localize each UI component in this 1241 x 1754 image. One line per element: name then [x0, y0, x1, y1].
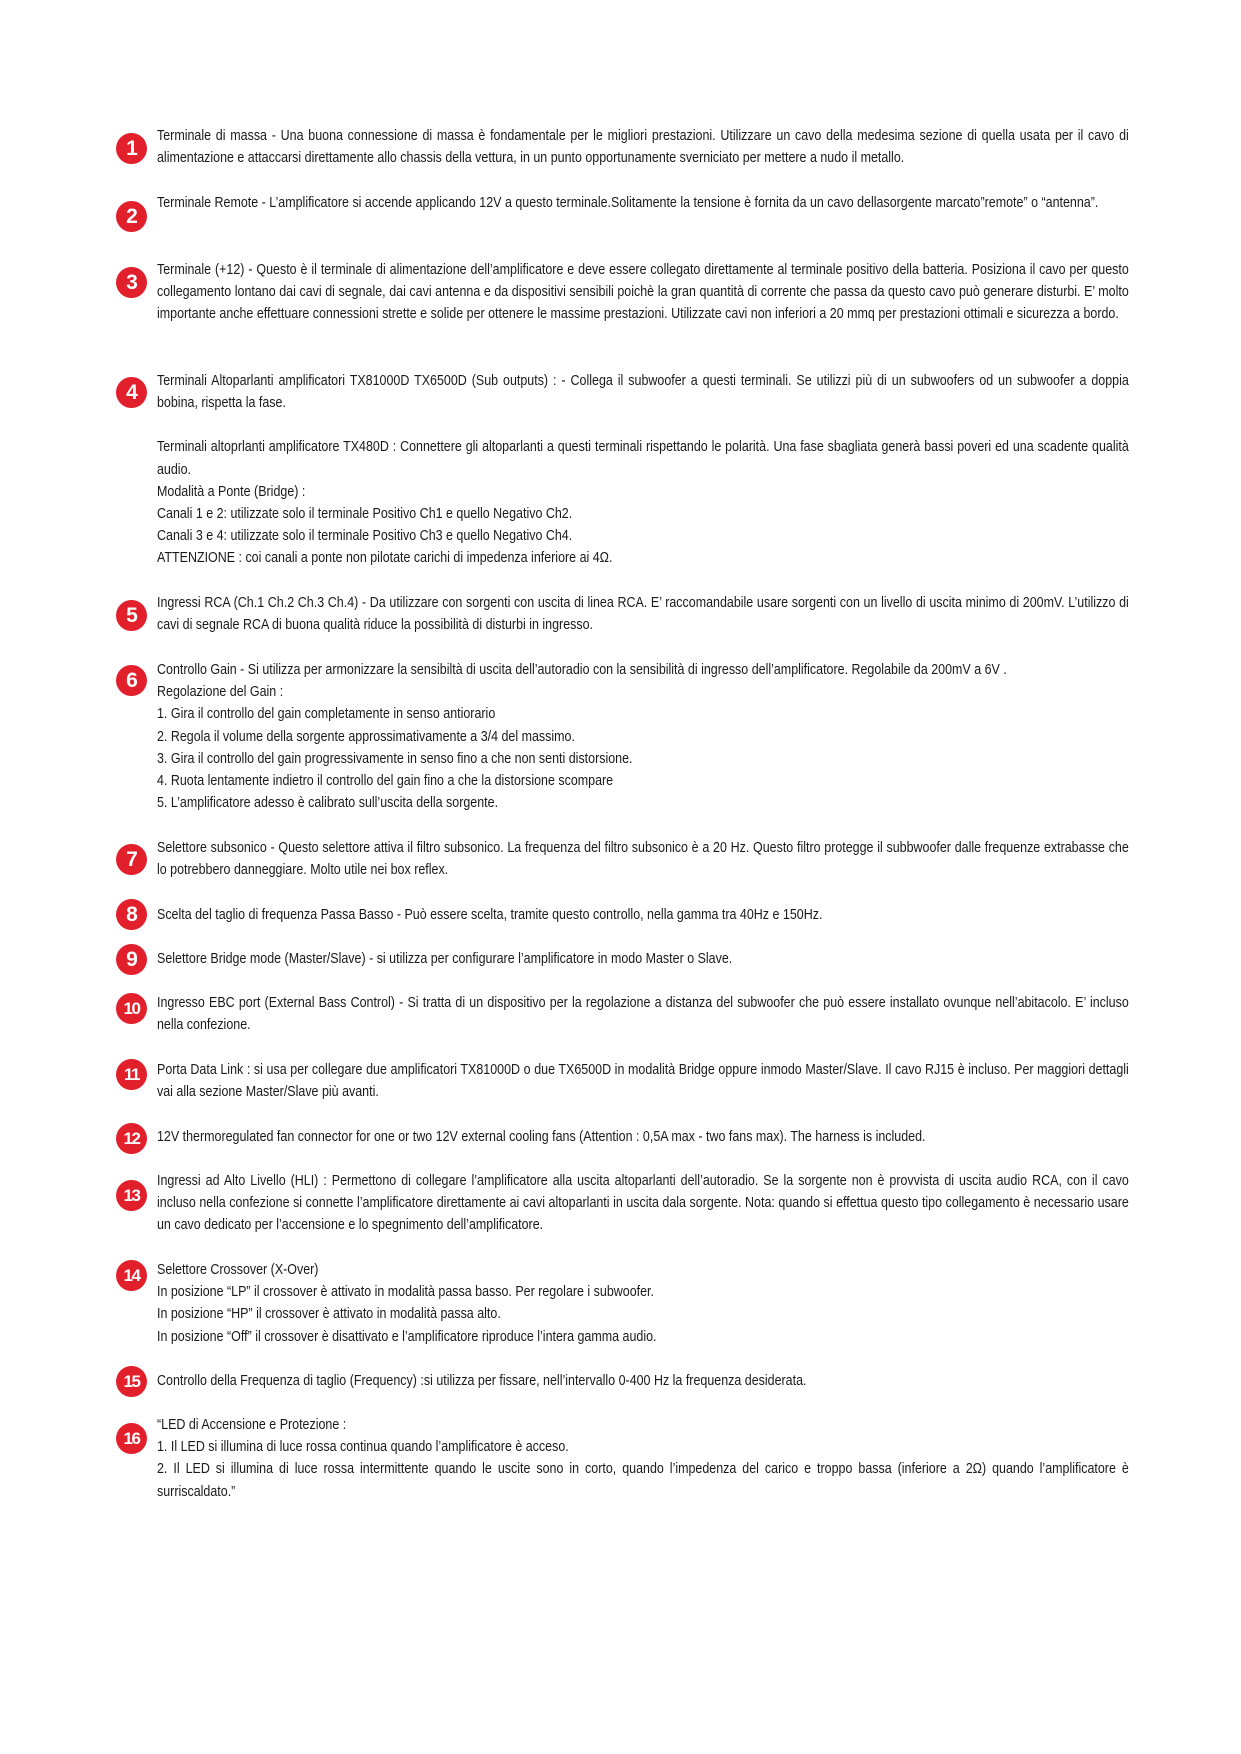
paragraph: Terminali Altoparlanti amplificatori TX81000D TX6500D (Sub outputs) : - Collega il subwoofer a questi terminali. Se utilizzi più di un subwoofers od un subwoofer a doppia bobina, rispetta la fase. [157, 373, 1129, 412]
number-badge: 14 [116, 1260, 147, 1291]
paragraph: Ingressi RCA (Ch.1 Ch.2 Ch.3 Ch.4) - Da utilizzare con sorgenti con uscita di linea RCA. E’ raccomandabile usare sorgenti con un livello di uscita minimo di 200mV. L’utilizzo di cavi di segnale RCA di buona qualità riduce la possibilità di disturbi in ingresso. [157, 595, 1129, 634]
paragraph: Ingressi ad Alto Livello (HLI) : Permettono di collegare l’amplificatore alla uscita altoparlanti dell’autoradio. Se la sorgente non è provvista di uscita audio RCA, con il cavo incluso nella confezione si connette l’amplificatore direttamente ai cavi altoparlanti in uscita dala sorgente. Nota: quando si effettua questo tipo collegamento è necessario usare un cavo dedicato per l’accensione e lo spegnimento dell’amplificatore. [157, 1173, 1129, 1234]
paragraph: Porta Data Link : si usa per collegare due amplificatori TX81000D o due TX6500D in modalità Bridge oppure inmodo Master/Slave. Il cavo RJ15 è incluso. Per maggiori dettagli vai alla sezione Master/Slave più avanti. [157, 1062, 1129, 1101]
paragraph: Terminali altoprlanti amplificatore TX480D : Connettere gli altoparlanti a questi terminali rispettando le polarità. Una fase sbagliata generà bassi poveri ed una scadente qualità audio. [157, 439, 1129, 478]
number-badge: 11 [116, 1059, 147, 1090]
number-badge: 1 [116, 133, 147, 164]
number-badge: 3 [116, 267, 147, 298]
number-badge: 6 [116, 665, 147, 696]
item-text [157, 1259, 1129, 1348]
number-badge: 13 [116, 1180, 147, 1211]
item-text [157, 1170, 1129, 1237]
item-text [157, 1414, 1129, 1503]
line: 1. Il LED si illumina di luce rossa continua quando l’amplificatore è acceso. [157, 1439, 569, 1456]
number-badge: 7 [116, 844, 147, 875]
number-badge: 16 [116, 1423, 147, 1454]
number-badge: 5 [116, 600, 147, 631]
item-text [157, 948, 1129, 970]
number-badge: 2 [116, 201, 147, 232]
line: In posizione “HP” il crossover è attivato in modalità passa alto. [157, 1306, 501, 1323]
paragraph: Controllo della Frequenza di taglio (Frequency) :si utilizza per fissare, nell’intervallo 0-400 Hz la frequenza desiderata. [157, 1373, 807, 1389]
number-badge: 8 [116, 899, 147, 930]
line: 5. L’amplificatore adesso è calibrato sull’uscita della sorgente. [157, 795, 499, 812]
line: 2. Regola il volume della sorgente approssimativamente a 3/4 del massimo. [157, 728, 575, 745]
item-text [157, 992, 1129, 1036]
line: Regolazione del Gain : [157, 684, 284, 701]
item-text [157, 370, 1129, 570]
item-text [157, 259, 1129, 326]
paragraph: Terminale (+12) - Questo è il terminale di alimentazione dell’amplificatore e deve essere collegato direttamente al terminale positivo della batteria. Posiziona il cavo per questo collegamento lontano dai cavi di segnale, dai cavi antenna e da dispositivi sensibili poichè la gran quantità di corrente che passa da questo cavo può generare disturbi. E’ molto importante anche effettuare connessioni strette e solide per ottenere le massime prestazioni. Utilizzate cavi non inferiori a 20 mmq per prestazioni ottimali e sicurezza a bordo. [157, 262, 1129, 323]
paragraph: 2. Il LED si illumina di luce rossa intermittente quando le uscite sono in corto, quando l’impedenza del carico e troppo bassa (inferiore a 2Ω) quando l’amplificatore è surriscaldato.” [157, 1461, 1129, 1500]
line: In posizione “Off” il crossover è disattivato e l’amplificatore riproduce l’intera gamma audio. [157, 1328, 657, 1345]
line: Canali 3 e 4: utilizzate solo il terminale Positivo Ch3 e quello Negativo Ch4. [157, 528, 573, 545]
item-text [157, 192, 1129, 214]
paragraph: Terminale di massa - Una buona connessione di massa è fondamentale per le migliori prestazioni. Utilizzare un cavo della medesima sezione di quella usata per il cavo di alimentazione e attaccarsi direttamente allo chassis della vettura, in un punto opportunamente sverniciato per mettere a nudo il metallo. [157, 128, 1129, 167]
number-badge: 15 [116, 1366, 147, 1397]
line: In posizione “LP” il crossover è attivato in modalità passa basso. Per regolare i subwoofer. [157, 1284, 654, 1301]
line: Canali 1 e 2: utilizzate solo il terminale Positivo Ch1 e quello Negativo Ch2. [157, 506, 573, 523]
paragraph: Selettore subsonico - Questo selettore attiva il filtro subsonico. La frequenza del filtro subsonico è a 20 Hz. Questo filtro protegge il subbwoofer dalle frequenze extrabasse che lo potrebbero danneggiare. Molto utile nei box reflex. [157, 840, 1129, 879]
paragraph: Ingresso EBC port (External Bass Control) - Si tratta di un dispositivo per la regolazione a distanza del subwoofer che può essere installato ovunque nell’abitacolo. E’ incluso nella confezione. [157, 995, 1129, 1034]
item-text [157, 1126, 1129, 1148]
paragraph: Selettore Bridge mode (Master/Slave) - si utilizza per configurare l’amplificatore in modo Master o Slave. [157, 951, 733, 967]
number-badge: 9 [116, 944, 147, 975]
line: 1. Gira il controllo del gain completamente in senso antiorario [157, 706, 496, 723]
line: ATTENZIONE : coi canali a ponte non pilotate carichi di impedenza inferiore ai 4Ω. [157, 550, 613, 567]
paragraph: 12V thermoregulated fan connector for one or two 12V external cooling fans (Attention : 0,5A max - two fans max). The harness is included. [157, 1129, 926, 1145]
line: “LED di Accensione e Protezione : [157, 1417, 347, 1433]
line: 4. Ruota lentamente indietro il controllo del gain fino a che la distorsione scompare [157, 773, 614, 790]
line: Selettore Crossover (X-Over) [157, 1262, 319, 1278]
paragraph: Controllo Gain - Si utilizza per armonizzare la sensibiltà di uscita dell’autoradio con la sensibilità di ingresso dell’amplificatore. Regolabile da 200mV a 6V . [157, 662, 1007, 678]
item-text [157, 125, 1129, 169]
number-badge: 10 [116, 993, 147, 1024]
item-text [157, 659, 1129, 814]
item-text [157, 592, 1129, 636]
line: 3. Gira il controllo del gain progressivamente in senso fino a che non senti distorsione. [157, 750, 633, 767]
number-badge: 4 [116, 377, 147, 408]
item-text [157, 904, 1129, 926]
line: Modalità a Ponte (Bridge) : [157, 483, 306, 500]
item-text [157, 837, 1129, 881]
paragraph: Terminale Remote - L’amplificatore si accende applicando 12V a questo terminale.Solitamente la tensione è fornita da un cavo dellasorgente marcato”remote” o “antenna”. [157, 195, 1099, 211]
paragraph: Scelta del taglio di frequenza Passa Basso - Può essere scelta, tramite questo controllo, nella gamma tra 40Hz e 150Hz. [157, 907, 823, 923]
item-text [157, 1370, 1129, 1392]
item-text [157, 1059, 1129, 1103]
number-badge: 12 [116, 1123, 147, 1154]
